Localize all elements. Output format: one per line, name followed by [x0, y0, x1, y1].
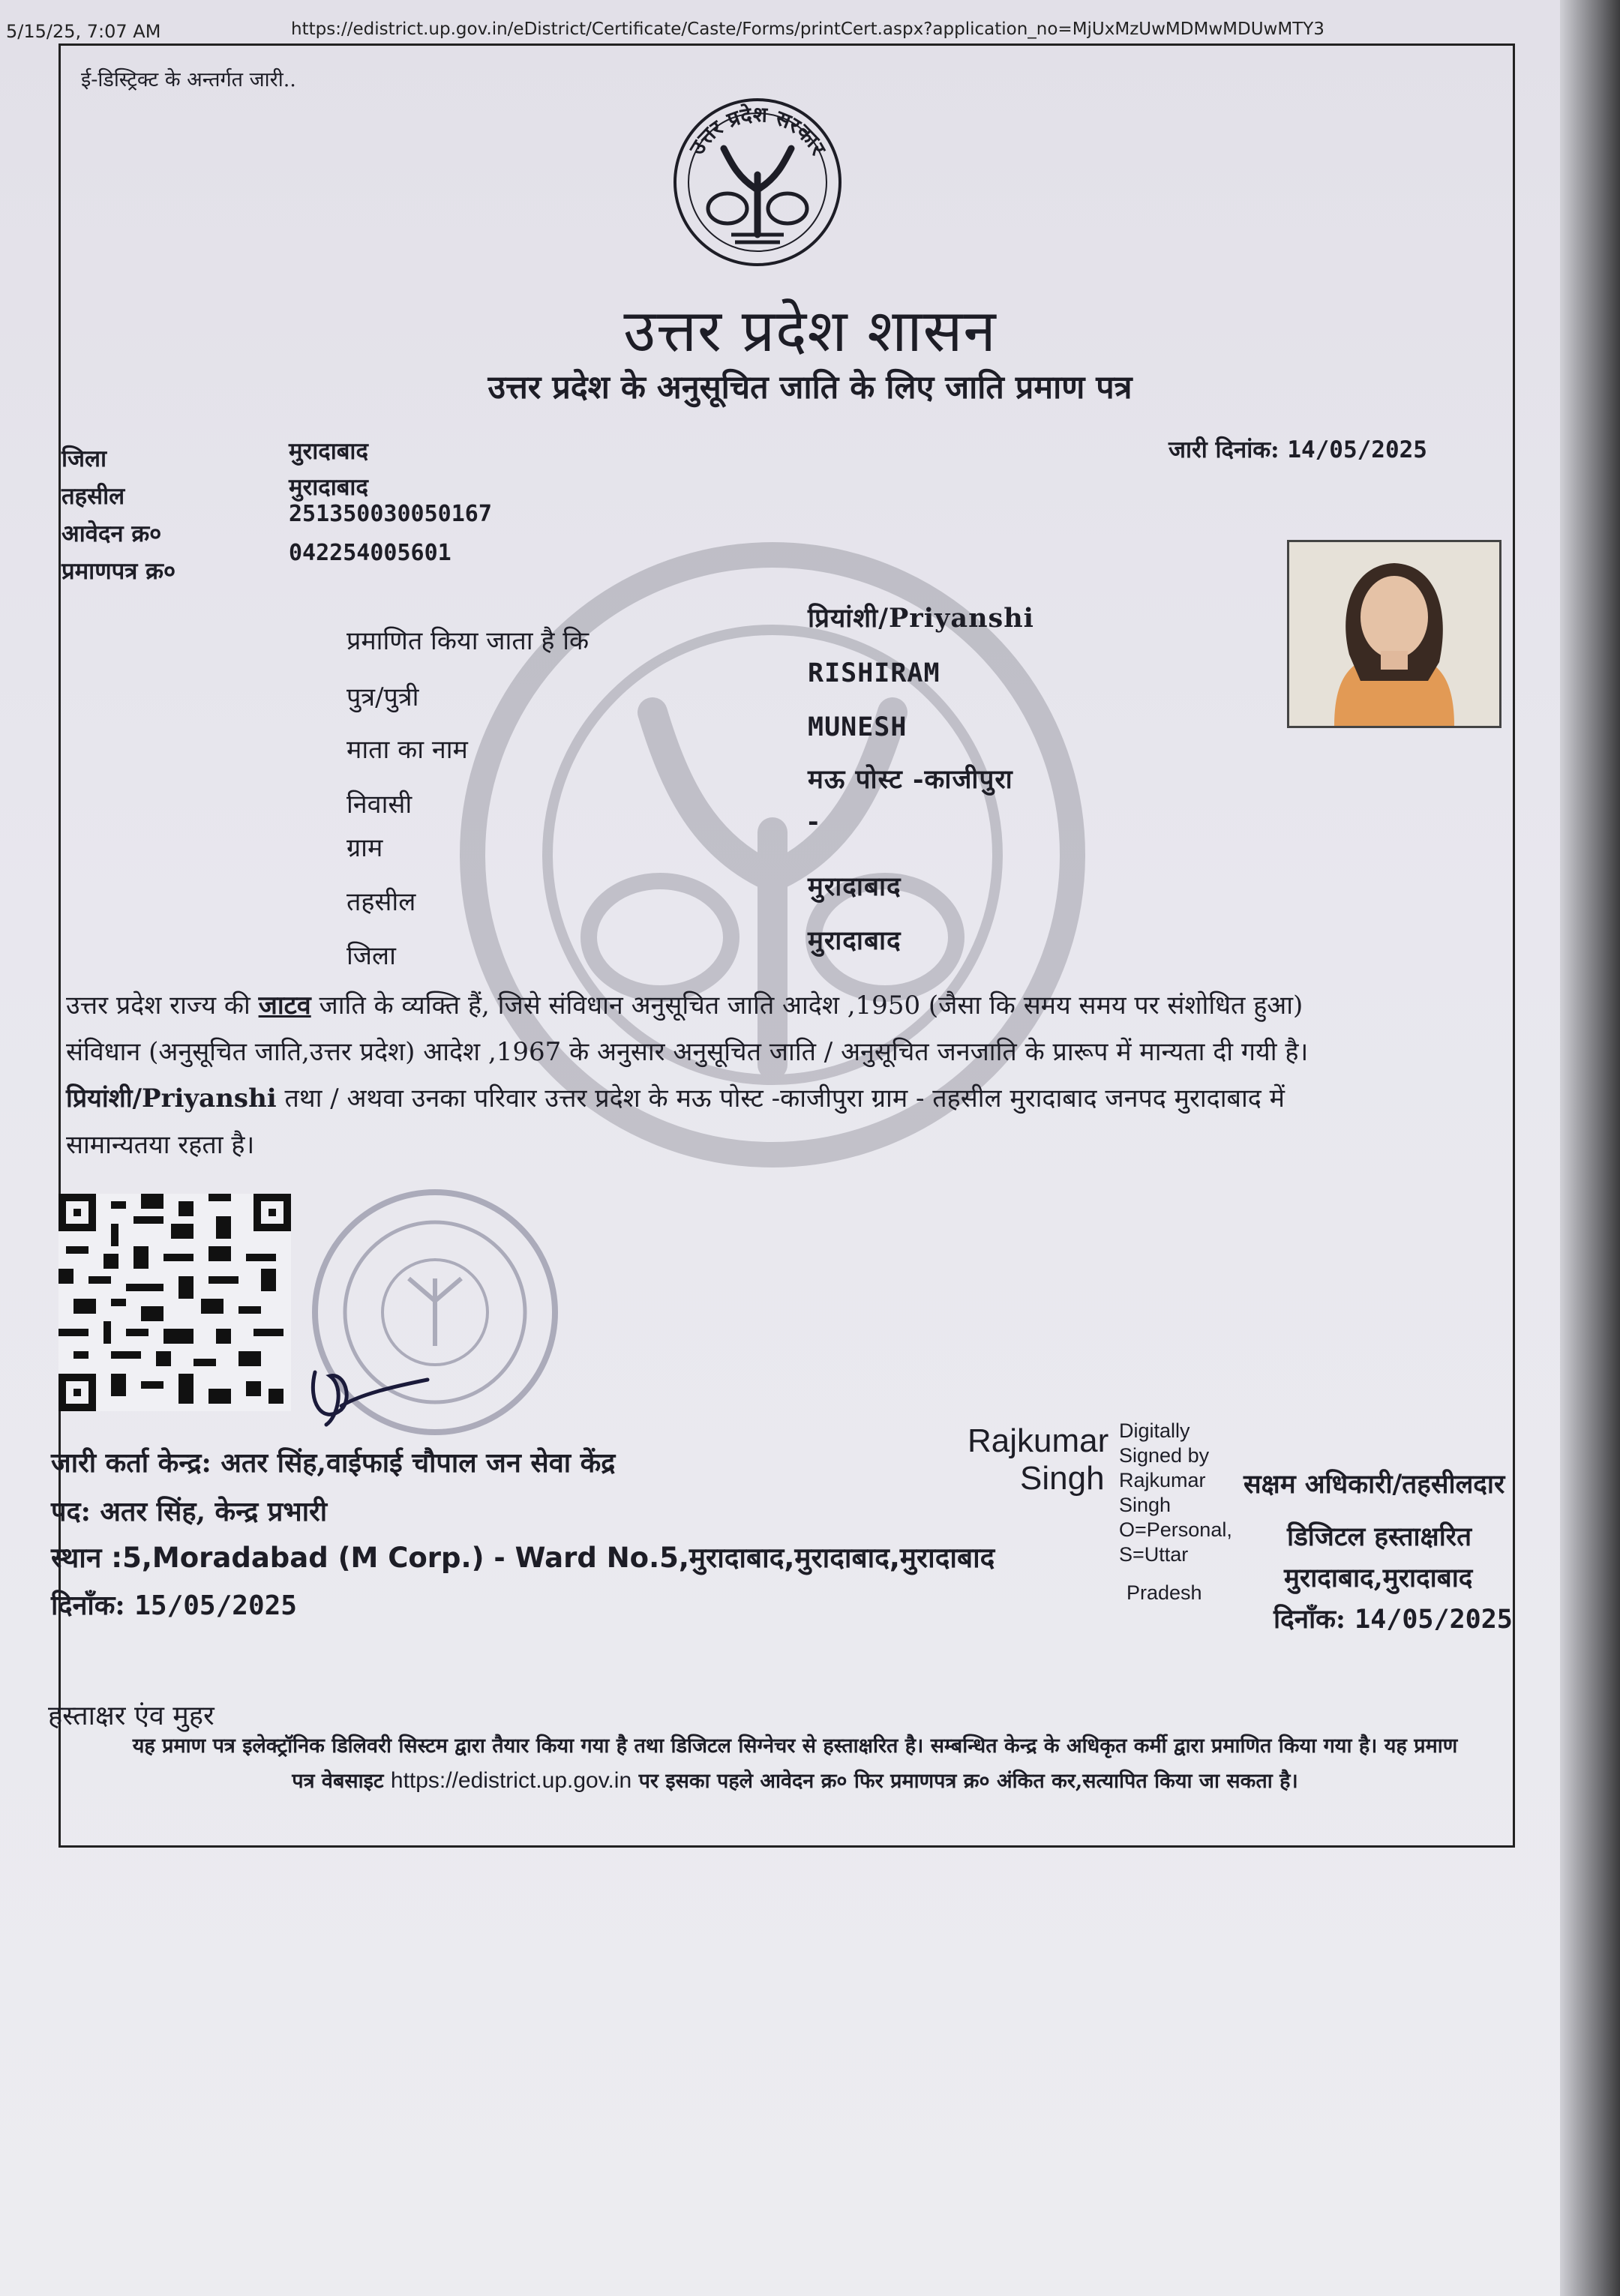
signature-and-seal-label: हस्ताक्षर एंव मुहर: [48, 1701, 214, 1731]
emblem-text: उत्तर प्रदेश सरकार: [684, 101, 831, 160]
handwritten-signature: [300, 1342, 435, 1432]
applicant-photo: [1287, 540, 1502, 728]
tehsil-label: तहसील: [62, 483, 125, 510]
issuer-date-label: दिनाँक:: [51, 1590, 125, 1621]
application-number-label: आवेदन क्र०: [62, 520, 162, 547]
tehsil-row-value: मुरादाबाद: [808, 871, 902, 902]
signature-detail: Digitally: [1119, 1419, 1190, 1442]
print-timestamp: 5/15/25, 7:07 AM: [6, 21, 161, 42]
mother-name-value: MUNESH: [808, 712, 908, 742]
resident-value: मऊ पोस्ट -काजीपुरा: [808, 764, 1013, 795]
signature-detail: Pradesh: [1126, 1581, 1202, 1604]
application-number-value: 251350030050167: [289, 501, 492, 527]
signer-name-first: Rajkumar: [968, 1422, 1109, 1459]
svg-text:उत्तर प्रदेश सरकार: [684, 102, 832, 160]
statement-text: जाति के व्यक्ति हैं, जिसे संविधान अनुसूचित जाति आदेश ,1950 (जैसा कि समय समय पर संशोधित हुआ): [310, 991, 1304, 1021]
district-value: मुरादाबाद: [289, 438, 368, 465]
certificate-statement-line4: सामान्यतया रहता है।: [66, 1130, 255, 1160]
print-url: https://edistrict.up.gov.in/eDistrict/Certificate/Caste/Forms/printCert.aspx?application_no=MjUxMzUwMDMwMDUwMTY3: [291, 19, 1324, 39]
son-daughter-label: पुत्र/पुत्री: [346, 682, 419, 712]
page-title: उत्तर प्रदेश शासन: [623, 298, 997, 365]
issue-date-label: जारी दिनांक:: [1168, 436, 1280, 463]
mother-name-label: माता का नाम: [346, 735, 468, 765]
verification-notice: [45, 1729, 1545, 1799]
district-row-value: मुरादाबाद: [808, 925, 902, 956]
qr-code: [58, 1194, 291, 1411]
certify-label: प्रमाणित किया जाता है कि: [346, 626, 590, 656]
issue-date: [1168, 433, 1427, 465]
notice-line2: [45, 1764, 1545, 1799]
notice-text: पत्र वेबसाइट: [292, 1770, 391, 1793]
village-label: ग्राम: [346, 833, 383, 863]
issuer-place: स्थान :5,Moradabad (M Corp.) - Ward No.5,मुरादाबाद,मुरादाबाद,मुरादाबाद: [51, 1542, 995, 1574]
signature-detail: S=Uttar: [1119, 1543, 1189, 1566]
signature-detail: O=Personal,: [1119, 1518, 1232, 1541]
signature-detail: Singh: [1119, 1494, 1172, 1516]
statement-text: तथा / अथवा उनका परिवार उत्तर प्रदेश के मऊ पोस्ट -काजीपुरा ग्राम - तहसील मुरादाबाद जनपद मुरादाबाद में: [276, 1084, 1285, 1114]
certificate-number-value: 042254005601: [289, 540, 452, 566]
authority-date-value: 14/05/2025: [1354, 1605, 1513, 1635]
issuer-date: [51, 1586, 297, 1623]
district-row-label: जिला: [346, 941, 396, 971]
signer-name-last: Singh: [1020, 1460, 1105, 1497]
issuer-post: पद: अतर सिंह, केन्द्र प्रभारी: [51, 1496, 328, 1527]
verification-url-link[interactable]: https://edistrict.up.gov.in: [390, 1768, 632, 1793]
statement-text: उत्तर प्रदेश राज्य की: [66, 991, 259, 1021]
authority-place: मुरादाबाद,मुरादाबाद: [1284, 1563, 1473, 1593]
issuer-date-value: 15/05/2025: [134, 1590, 297, 1621]
authority-title: सक्षम अधिकारी/तहसीलदार: [1244, 1469, 1505, 1500]
tehsil-value: मुरादाबाद: [289, 474, 368, 501]
certificate-subtitle: उत्तर प्रदेश के अनुसूचित जाति के लिए जाति प्रमाण पत्र: [488, 369, 1132, 406]
up-government-emblem: [660, 96, 855, 268]
issuing-center: जारी कर्ता केन्द्र: अतर सिंह,वाईफाई चौपाल जन सेवा केंद्र: [51, 1447, 616, 1479]
certificate-statement-line3: [66, 1075, 1536, 1122]
district-label: जिला: [62, 445, 107, 472]
notice-line1: यह प्रमाण पत्र इलेक्ट्रॉनिक डिलिवरी सिस्टम द्वारा तैयार किया गया है तथा डिजिटल सिग्नेचर से हस्ताक्षरित है। सम्बन्धित केन्द्र के अधिकृत कर्मी द्वारा प्रमाणित किया गया है। यह प्रमाण: [132, 1734, 1458, 1758]
certify-value: प्रियांशी/Priyanshi: [808, 603, 1034, 634]
signature-detail: Signed by: [1119, 1444, 1210, 1467]
notice-text: पर इसका पहले आवेदन क्र० फिर प्रमाणपत्र क्र० अंकित कर,सत्यापित किया जा सकता है।: [632, 1770, 1298, 1793]
caste-name: जाटव: [258, 991, 311, 1021]
digitally-signed-label: डिजिटल हस्ताक्षरित: [1287, 1521, 1472, 1552]
authority-date-label: दिनाँक:: [1274, 1604, 1346, 1635]
tehsil-row-label: तहसील: [346, 887, 416, 917]
certificate-statement-line1: [66, 982, 1536, 1029]
certificate-statement-line2: संविधान (अनुसूचित जाति,उत्तर प्रदेश) आदेश ,1967 के अनुसार अनुसूचित जाति / अनुसूचित जनजाति के प्रारूप में मान्यता दी गयी है।: [66, 1037, 1309, 1067]
resident-label: निवासी: [346, 790, 412, 820]
village-value: -: [808, 806, 820, 837]
certificate-number-label: प्रमाणपत्र क्र०: [62, 558, 176, 585]
son-daughter-value: RISHIRAM: [808, 658, 940, 688]
applicant-name: प्रियांशी/Priyanshi: [66, 1084, 277, 1114]
authority-date: [1274, 1601, 1513, 1636]
signature-detail: Rajkumar: [1119, 1469, 1206, 1491]
issued-under-note: ई-डिस्ट्रिक्ट के अन्तर्गत जारी..: [81, 68, 296, 91]
issue-date-value: 14/05/2025: [1287, 436, 1427, 463]
